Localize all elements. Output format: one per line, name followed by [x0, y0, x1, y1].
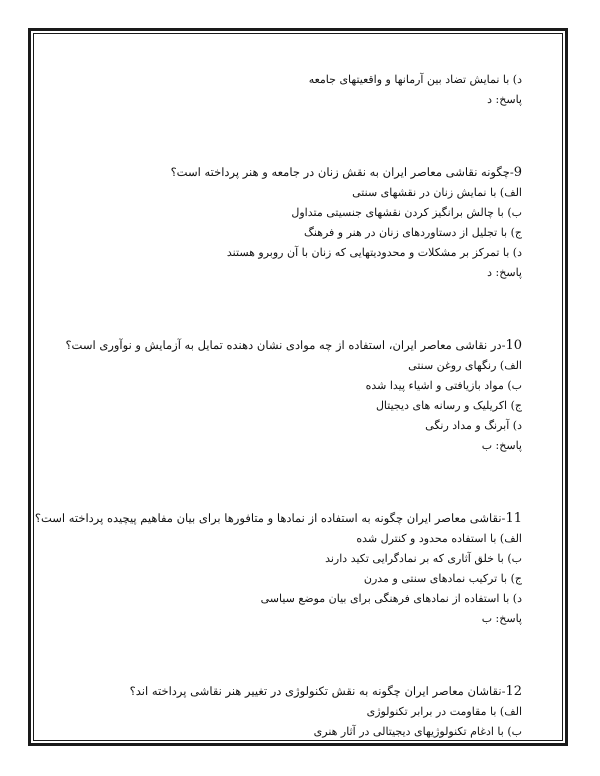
answer: پاسخ: د	[487, 266, 522, 279]
answer: پاسخ: ب	[481, 612, 522, 625]
prev-answer: پاسخ: د	[487, 93, 522, 106]
option-d: د) با استفاده از نمادهای فرهنگی برای بیان موضع سیاسی	[260, 592, 522, 605]
question-9	[70, 162, 522, 283]
question-number: 10	[505, 338, 522, 353]
question-10	[65, 335, 522, 456]
question-stem: -نقاشی معاصر ایران چگونه به استفاده از نمادها و متافورها برای بیان مفاهیم پیچیده پرداخته است؟	[34, 511, 506, 525]
option-c: ج) اکریلیک و رسانه های دیجیتال	[375, 399, 522, 412]
option-a: الف) با مقاومت در برابر تکنولوژی	[366, 705, 522, 718]
answer: پاسخ: ب	[481, 439, 522, 452]
prev-option-d: د) با نمایش تضاد بین آرمانها و واقعیتهای جامعه	[308, 73, 522, 86]
option-a: الف) با نمایش زنان در نقشهای سنتی	[352, 186, 522, 199]
document-body	[34, 70, 522, 742]
question-stem: -در نقاشی معاصر ایران، استفاده از چه موادی نشان دهنده تمایل به آزمایش و نوآوری است؟	[65, 338, 506, 352]
option-c: ج) با تجلیل از دستاوردهای زنان در هنر و فرهنگ	[304, 226, 522, 239]
question-text	[70, 162, 522, 183]
option-d: د) آبرنگ و مداد رنگی	[425, 419, 522, 432]
question-stem: -چگونه نقاشی معاصر ایران به نقش زنان در جامعه و هنر پرداخته است؟	[170, 165, 514, 179]
option-b: ب) با ادغام تکنولوژیهای دیجیتالی در آثار هنری	[313, 725, 522, 738]
question-number: 12	[505, 684, 522, 699]
option-c: ج) با ترکیب نمادهای سنتی و مدرن	[363, 572, 522, 585]
option-b: ب) مواد بازیافتی و اشیاء پیدا شده	[365, 379, 522, 392]
option-b: ب) با چالش برانگیز کردن نقشهای جنسیتی متداول	[291, 206, 522, 219]
question-text	[65, 335, 522, 356]
option-b: ب) با خلق آثاری که بر نمادگرایی تکید دارند	[325, 552, 522, 565]
question-12	[70, 681, 522, 742]
option-a: الف) رنگهای روغن سنتی	[408, 359, 522, 372]
question-number: 11	[505, 511, 522, 526]
question-number: 9	[513, 165, 522, 180]
question-text	[70, 681, 522, 702]
question-stem: -نقاشان معاصر ایران چگونه به نقش تکنولوژی در تغییر هنر نقاشی پرداخته اند؟	[129, 684, 506, 698]
option-d: د) با تمرکز بر مشکلات و محدودیتهایی که زنان با آن روبرو هستند	[226, 246, 522, 259]
question-11	[34, 508, 522, 629]
option-a: الف) با استفاده محدود و کنترل شده	[356, 532, 522, 545]
question-text	[34, 508, 522, 529]
